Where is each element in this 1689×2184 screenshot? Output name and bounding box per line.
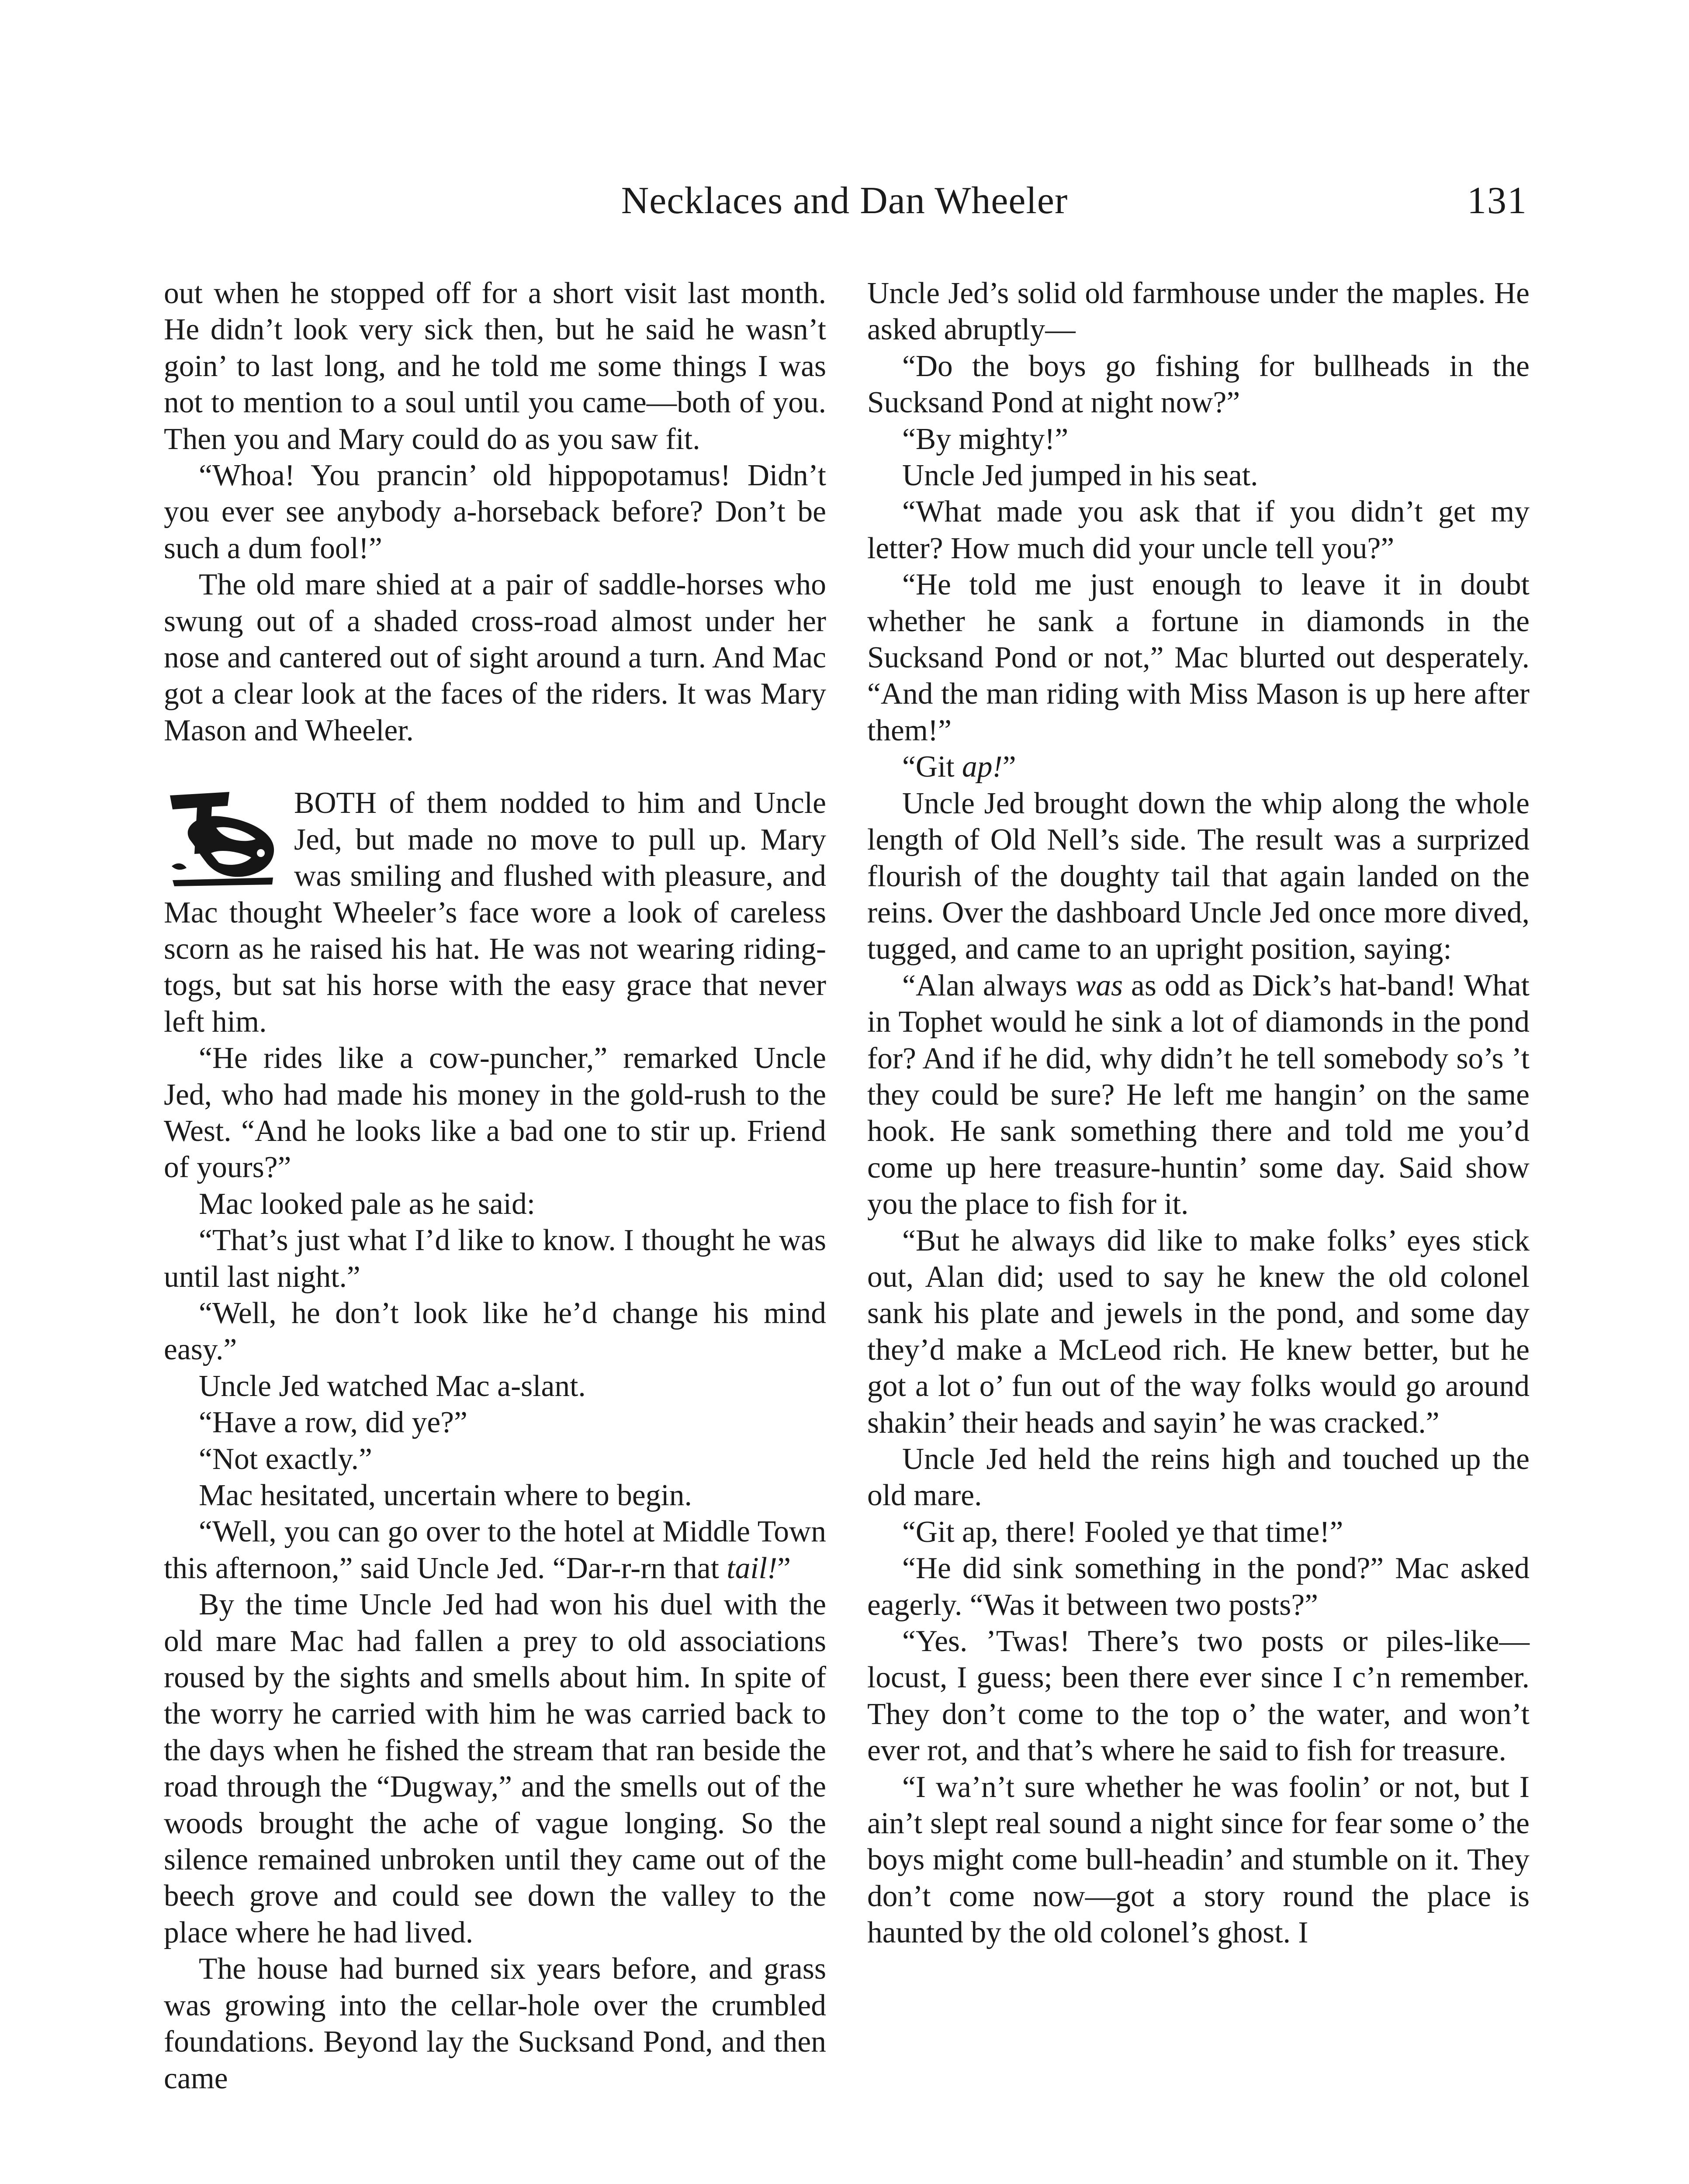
paragraph-text: as odd as Dick’s hat-band! What in Tophet would he sink a lot of diamonds in the pond for? And if he did, why didn’t he tell somebody so’s ’t they could be sure? He left me hangin’ on the same hook. He sank something there and told me you’d come up here treasure-huntin’ some day. Said show you the place to fish for it. (867, 968, 1530, 1221)
paragraph-text: “Git (902, 750, 962, 784)
paragraph-text: “Well, you can go over to the hotel at Middle Town this afternoon,” said Uncle Jed. “Dar-r-rn that (164, 1515, 826, 1585)
paragraph: “I wa’n’t sure whether he was foolin’ or not, but I ain’t slept real sound a night since for fear some o’ the boys might come bull-headin’ and stumble on it. They don’t come now—got a story round the place is haunted by the old colonel’s ghost. I (867, 1770, 1530, 1950)
paragraph: out when he stopped off for a short visit last month. He didn’t look very sick then, but he said he wasn’t goin’ to last long, and he told me some things I was not to mention to a soul until you came—both of you. Then you and Mary could do as you saw fit. (164, 276, 826, 456)
text-column-left (164, 275, 826, 2097)
paragraph: “He did sink something in the pond?” Mac asked eagerly. “Was it between two posts?” (867, 1552, 1530, 1622)
paragraph-text: ” (1002, 750, 1016, 784)
paragraph-text: BOTH of them nodded to him and Uncle Jed, but made no move to pull up. Mary was smiling and flushed with pleasure, and Mac thought Wheeler’s face wore a look of careless scorn as he raised his hat. He was not wearing riding-togs, but sat his horse with the easy grace that never left him. (164, 786, 826, 1039)
italic-text: was (1075, 968, 1123, 1002)
paragraph: “What made you ask that if you didn’t get my letter? How much did your uncle tell you?” (867, 495, 1530, 565)
italic-text: tail! (727, 1551, 778, 1585)
paragraph (867, 968, 1530, 1223)
paragraph (164, 1514, 826, 1586)
paragraph: Uncle Jed brought down the whip along the whole length of Old Nell’s side. The result was a surprized flourish of the doughty tail that again landed on the reins. Over the dashboard Uncle Jed once more dived, tugged, and came to an upright position, saying: (867, 786, 1530, 966)
paragraph: “Whoa! You prancin’ old hippopotamus! Didn’t you ever see anybody a-horseback before? Don’t be such a dum fool!” (164, 459, 826, 565)
paragraph: “Well, he don’t look like he’d change his mind easy.” (164, 1296, 826, 1367)
page-title: Necklaces and Dan Wheeler (621, 180, 1068, 222)
paragraph: “He told me just enough to leave it in doubt whether he sank a fortune in diamonds in the Sucksand Pond or not,” Mac blurted out desperately. “And the man riding with Miss Mason is up here after them!” (867, 568, 1530, 747)
paragraph-text: “Alan always (902, 968, 1076, 1002)
text-column-right (867, 275, 1530, 1951)
paragraph-with-initial (164, 785, 826, 1040)
paragraph: Uncle Jed jumped in his seat. (902, 459, 1258, 493)
paragraph: By the time Uncle Jed had won his duel with the old mare Mac had fallen a prey to old associations roused by the sights and smells about him. In spite of the worry he carried with him he was carried back to the days when he fished the stream that ran beside the road through the “Dugway,” and the smells out of the woods brought the ache of vague longing. So the silence remained unbroken until they came out of the beech grove and could see down the valley to the place where he had lived. (164, 1588, 826, 1949)
paragraph: “Git ap, there! Fooled ye that time!” (902, 1515, 1343, 1549)
decorative-initial-icon (164, 788, 282, 888)
italic-text: ap! (962, 750, 1003, 784)
paragraph: “By mighty!” (902, 422, 1069, 456)
paragraph: The old mare shied at a pair of saddle-horses who swung out of a shaded cross-road almost under her nose and cantered out of sight around a turn. And Mac got a clear look at the faces of the riders. It was Mary Mason and Wheeler. (164, 568, 826, 747)
paragraph: “He rides like a cow-puncher,” remarked Uncle Jed, who had made his money in the gold-rush to the West. “And he looks like a bad one to stir up. Friend of yours?” (164, 1041, 826, 1185)
paragraph: Mac hesitated, uncertain where to begin. (199, 1479, 692, 1512)
paragraph: “Not exactly.” (199, 1442, 372, 1476)
paragraph: Uncle Jed held the reins high and touched up the old mare. (867, 1442, 1530, 1513)
paragraph: Uncle Jed watched Mac a-slant. (199, 1369, 586, 1403)
running-head (162, 173, 1527, 229)
page-number: 131 (1467, 180, 1527, 222)
paragraph: “Have a row, did ye?” (199, 1406, 467, 1440)
paragraph (867, 749, 1530, 785)
paragraph: The house had burned six years before, and grass was growing into the cellar-hole over the crumbled foundations. Beyond lay the Sucksand Pond, and then came (164, 1952, 826, 2095)
paragraph: Uncle Jed’s solid old farmhouse under the maples. He asked abruptly— (867, 276, 1530, 347)
paragraph: “That’s just what I’d like to know. I thought he was until last night.” (164, 1223, 826, 1294)
paragraph: “But he always did like to make folks’ eyes stick out, Alan did; used to say he knew the old colonel sank his plate and jewels in the pond, and some day they’d make a McLeod rich. He knew better, but he got a lot o’ fun out of the way folks would go around shakin’ their heads and sayin’ he was cracked.” (867, 1223, 1530, 1440)
paragraph: “Do the boys go fishing for bullheads in the Sucksand Pond at night now?” (867, 349, 1530, 420)
paragraph: Mac looked pale as he said: (199, 1187, 536, 1221)
paragraph: “Yes. ’Twas! There’s two posts or piles-like—locust, I guess; been there ever since I c’n remember. They don’t come to the top o’ the water, and won’t ever rot, and that’s where he said to fish for treasure. (867, 1624, 1530, 1768)
paragraph-text: ” (777, 1551, 791, 1585)
